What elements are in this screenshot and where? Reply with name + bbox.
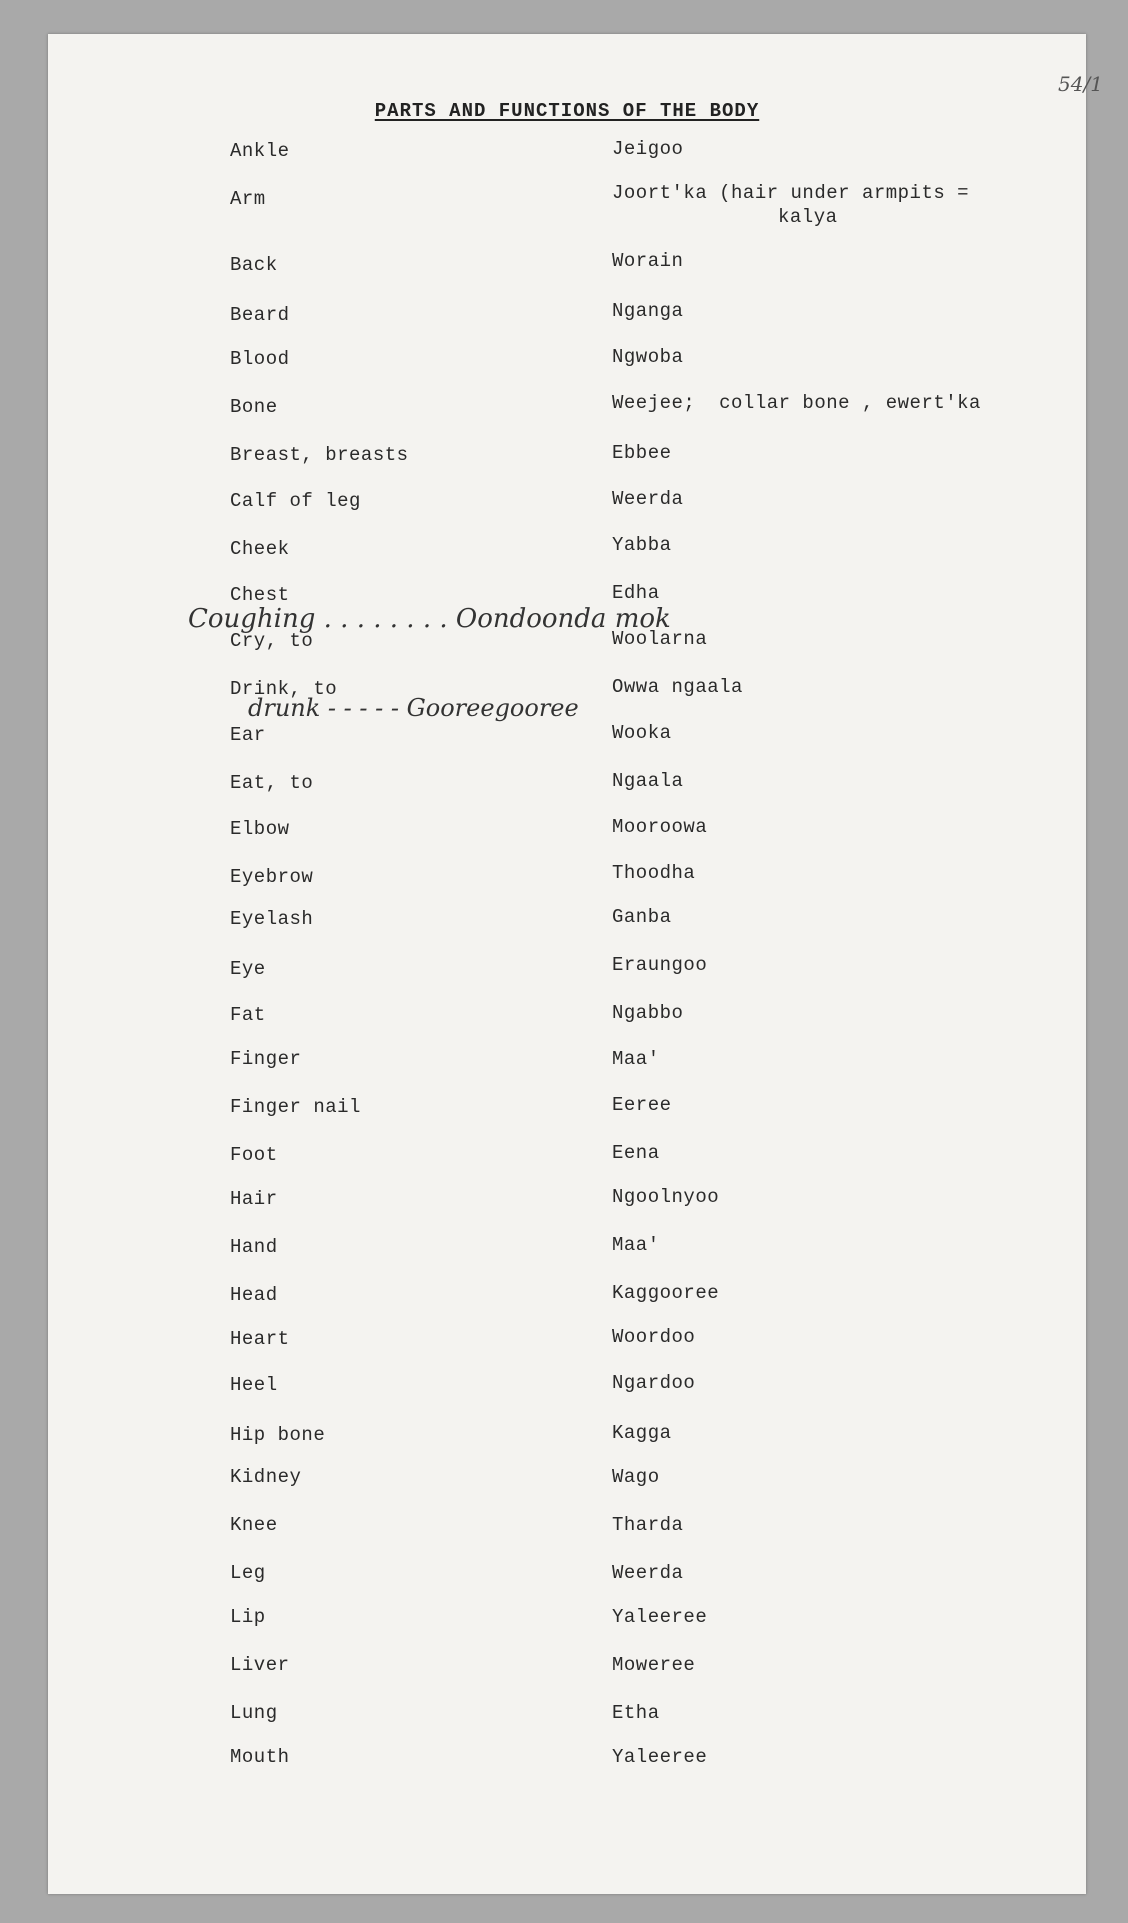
document-page — [48, 34, 1103, 1894]
entry-native: Yabba — [612, 534, 672, 556]
entry-native: Eeree — [612, 1094, 672, 1116]
entry-native-continuation: kalya — [778, 206, 838, 228]
entry-term: Breast, breasts — [230, 444, 409, 466]
handwritten-annotation: drunk - - - - - Gooreegooree — [248, 694, 579, 722]
entry-native: Ganba — [612, 906, 672, 928]
entry-native: Wago — [612, 1466, 660, 1488]
entry-term: Back — [230, 254, 278, 276]
entry-native: Ngardoo — [612, 1372, 696, 1394]
entry-native: Weerda — [612, 1562, 684, 1584]
page-title: PARTS AND FUNCTIONS OF THE BODY — [374, 100, 760, 122]
entry-term: Ear — [230, 724, 266, 746]
entry-term: Knee — [230, 1514, 278, 1536]
entry-native: Woordoo — [612, 1326, 696, 1348]
entry-native: Worain — [612, 250, 684, 272]
entry-term: Heel — [230, 1374, 278, 1396]
entry-native: Ngwoba — [612, 346, 684, 368]
entry-term: Lung — [230, 1702, 278, 1724]
entry-term: Chest — [230, 584, 290, 606]
entry-term: Fat — [230, 1004, 266, 1026]
entry-term: Kidney — [230, 1466, 302, 1488]
entry-native: Joort'ka (hair under armpits = — [612, 182, 970, 204]
entry-native: Yaleeree — [612, 1746, 708, 1768]
entry-term: Elbow — [230, 818, 290, 840]
entry-term: Liver — [230, 1654, 290, 1676]
entry-term: Leg — [230, 1562, 266, 1584]
entry-native: Woolarna — [612, 628, 708, 650]
handwritten-annotation: Coughing . . . . . . . . Oondoonda mok — [188, 604, 671, 634]
entry-term: Cheek — [230, 538, 290, 560]
entry-term: Beard — [230, 304, 290, 326]
entry-term: Blood — [230, 348, 290, 370]
entry-term: Head — [230, 1284, 278, 1306]
entry-native: Weejee; collar bone , ewert'ka — [612, 392, 981, 414]
entry-native: Eraungoo — [612, 954, 708, 976]
entry-native: Owwa ngaala — [612, 676, 743, 698]
entry-native: Moweree — [612, 1654, 696, 1676]
entry-native: Jeigoo — [612, 138, 684, 160]
entry-native: Maa' — [612, 1048, 660, 1070]
entry-native: Yaleeree — [612, 1606, 708, 1628]
entry-term: Finger — [230, 1048, 302, 1070]
entry-native: Ebbee — [612, 442, 672, 464]
entry-term: Lip — [230, 1606, 266, 1628]
entry-native: Edha — [612, 582, 660, 604]
entry-native: Thoodha — [612, 862, 696, 884]
entry-native: Ngoolnyoo — [612, 1186, 720, 1208]
entry-native: Mooroowa — [612, 816, 708, 838]
entry-term: Finger nail — [230, 1096, 361, 1118]
entry-native: Kaggooree — [612, 1282, 720, 1304]
entry-term: Mouth — [230, 1746, 290, 1768]
entry-term: Eyelash — [230, 908, 314, 930]
entry-term: Cry, to — [230, 630, 314, 652]
page-number: 54/1 — [1058, 72, 1103, 96]
entry-term: Foot — [230, 1144, 278, 1166]
entry-term: Hip bone — [230, 1424, 326, 1446]
entry-native: Eena — [612, 1142, 660, 1164]
entry-native: Wooka — [612, 722, 672, 744]
entry-native: Nganga — [612, 300, 684, 322]
entry-term: Ankle — [230, 140, 290, 162]
entry-term: Drink, to — [230, 678, 338, 700]
entry-term: Hand — [230, 1236, 278, 1258]
entry-native: Ngabbo — [612, 1002, 684, 1024]
entry-term: Eat, to — [230, 772, 314, 794]
entry-term: Arm — [230, 188, 266, 210]
entry-native: Kagga — [612, 1422, 672, 1444]
entry-term: Eye — [230, 958, 266, 980]
entry-native: Maa' — [612, 1234, 660, 1256]
entry-native: Ngaala — [612, 770, 684, 792]
entry-term: Eyebrow — [230, 866, 314, 888]
entry-term: Heart — [230, 1328, 290, 1350]
entry-term: Calf of leg — [230, 490, 361, 512]
entry-term: Bone — [230, 396, 278, 418]
entry-native: Weerda — [612, 488, 684, 510]
entry-native: Etha — [612, 1702, 660, 1724]
entry-term: Hair — [230, 1188, 278, 1210]
entry-native: Tharda — [612, 1514, 684, 1536]
